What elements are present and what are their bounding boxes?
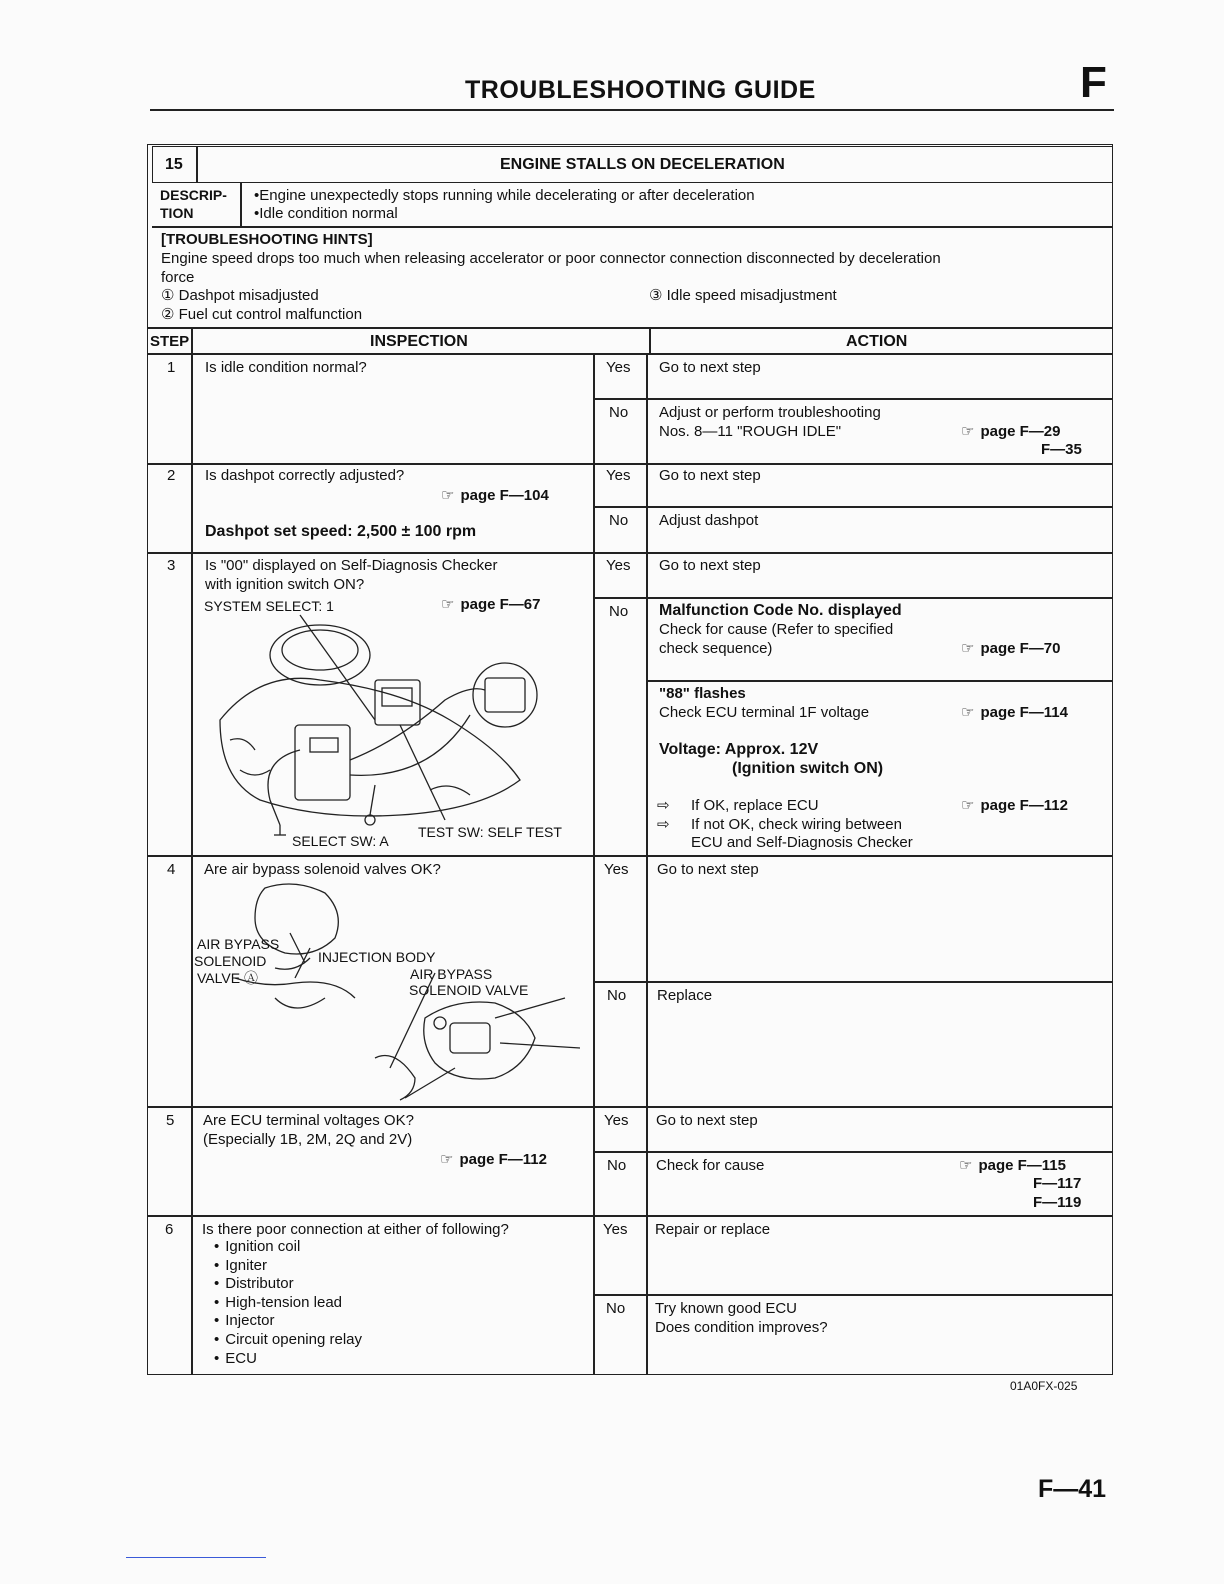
step-5-yes: Yes <box>604 1112 629 1129</box>
footer-link-rule <box>126 1557 266 1558</box>
step-2-ref-text: page F—104 <box>460 487 549 504</box>
step-2-question: Is dashpot correctly adjusted? <box>205 467 405 484</box>
list-item: • Injector <box>214 1312 362 1331</box>
figure-code: 01A0FX-025 <box>1010 1379 1078 1393</box>
step-4-yes: Yes <box>604 861 629 878</box>
step-2-yes-action: Go to next step <box>659 467 761 484</box>
section-letter: F <box>1080 58 1107 107</box>
step-5-ref <box>440 1150 547 1169</box>
description-divider <box>240 183 242 227</box>
step-4-no-action: Replace <box>657 987 713 1004</box>
step-5-question-2: (Especially 1B, 2M, 2Q and 2V) <box>203 1131 413 1148</box>
row5-yesno-split <box>593 1151 1113 1153</box>
step-3-ref-text: page F—67 <box>460 596 541 613</box>
step-3-no-ref-text: page F—70 <box>980 640 1061 657</box>
step-5-number: 5 <box>166 1112 175 1129</box>
step-5-no-ref <box>959 1156 1066 1175</box>
list-item: • High-tension lead <box>214 1294 362 1313</box>
row3-yesno-split <box>593 597 1113 599</box>
hint-cause-1: ① Dashpot misadjusted <box>161 287 319 304</box>
action-col-divider-top <box>649 327 651 353</box>
row6-yesno-split <box>593 1294 1113 1296</box>
step-3-flash-line: Check ECU terminal 1F voltage <box>659 704 870 721</box>
step-6-yes: Yes <box>603 1221 628 1238</box>
step-2-yes: Yes <box>606 467 631 484</box>
col-action-header: ACTION <box>846 333 908 350</box>
hints-bottom-rule <box>147 327 1113 329</box>
step-3-question-1: Is "00" displayed on Self-Diagnosis Checker <box>205 557 498 574</box>
row1-yesno-split <box>593 398 1113 400</box>
step-1-number: 1 <box>167 359 176 376</box>
step-6-no-action-2: Does condition improves? <box>655 1319 828 1336</box>
step-3-if-ok-ref-text: page F—112 <box>980 797 1068 814</box>
step-2-no-action: Adjust dashpot <box>659 512 759 529</box>
air-bypass-valve-figure <box>195 878 590 1103</box>
page-title: TROUBLESHOOTING GUIDE <box>465 76 816 104</box>
step-3-no-ref <box>961 639 1060 658</box>
step-4-label-a3: VALVE Ⓐ <box>197 970 258 986</box>
step-2-spec: Dashpot set speed: 2,500 ± 100 rpm <box>205 523 477 540</box>
step-3-question-2: with ignition switch ON? <box>205 576 365 593</box>
step-6-yes-action: Repair or replace <box>655 1221 771 1238</box>
hint-cause-2: ② Fuel cut control malfunction <box>161 306 363 323</box>
step-4-yes-action: Go to next step <box>657 861 759 878</box>
page-ref-icon: ☞ <box>961 640 975 657</box>
col-step-header: STEP <box>150 333 190 350</box>
step-3-if-not-ok-2: ECU and Self-Diagnosis Checker <box>691 834 913 851</box>
step-1-yes: Yes <box>606 359 631 376</box>
step-6-item-list <box>214 1238 362 1368</box>
step-3-yes: Yes <box>606 557 631 574</box>
step-5-no: No <box>607 1157 627 1174</box>
description-label-line2: TION <box>160 205 194 221</box>
step-5-question-1: Are ECU terminal voltages OK? <box>203 1112 414 1129</box>
step-3-no-line-1: Check for cause (Refer to specified <box>659 621 894 638</box>
step-1-question: Is idle condition normal? <box>205 359 367 376</box>
row3-bottom <box>147 855 1113 857</box>
step-3-yes-action: Go to next step <box>659 557 761 574</box>
page-number: F—41 <box>1038 1475 1107 1503</box>
page-ref-icon: ☞ <box>961 423 975 440</box>
step-4-number: 4 <box>167 861 176 878</box>
step-4-label-a2: SOLENOID <box>194 953 267 969</box>
page-ref-icon: ☞ <box>961 797 975 814</box>
step-4-question: Are air bypass solenoid valves OK? <box>204 861 441 878</box>
row4-yesno-split <box>593 981 1113 983</box>
list-item: • Igniter <box>214 1257 362 1276</box>
step-1-no-action-1: Adjust or perform troubleshooting <box>659 404 881 421</box>
hint-cause-3: ③ Idle speed misadjustment <box>649 287 837 304</box>
description-item-2: •Idle condition normal <box>254 205 398 222</box>
hints-text-2: force <box>161 269 195 286</box>
description-text-2: Idle condition normal <box>259 205 398 222</box>
page-ref-icon: ☞ <box>441 596 455 613</box>
step-5-no-ref-text: page F—115 <box>978 1157 1066 1174</box>
step-6-no-action-1: Try known good ECU <box>655 1300 798 1317</box>
step-4-label-body: INJECTION BODY <box>318 949 436 965</box>
step-3-if-ok-ref <box>961 796 1068 815</box>
step-1-yes-action: Go to next step <box>659 359 761 376</box>
step-1-no-ref-text: page F—29 <box>980 423 1061 440</box>
step-2-ref <box>441 486 549 505</box>
step-5-no-ref2: F—117 <box>1033 1175 1082 1192</box>
hints-heading: [TROUBLESHOOTING HINTS] <box>161 231 373 248</box>
row3-no-split <box>646 680 1113 682</box>
step-3-arrow-2: ⇨ <box>657 816 670 833</box>
list-item: • ECU <box>214 1350 362 1369</box>
self-diagnosis-checker-figure <box>200 610 590 850</box>
col-inspection-header: INSPECTION <box>370 333 468 350</box>
step-1-no-action-2: Nos. 8—11 "ROUGH IDLE" <box>659 423 842 440</box>
step-3-no-heading: Malfunction Code No. displayed <box>659 602 902 619</box>
step-2-no: No <box>609 512 629 529</box>
step-1-no-ref <box>961 422 1060 441</box>
step-6-number: 6 <box>165 1221 174 1238</box>
list-item: • Circuit opening relay <box>214 1331 362 1350</box>
step-5-yes-action: Go to next step <box>656 1112 758 1129</box>
page-ref-icon: ☞ <box>440 1151 454 1168</box>
description-text-1: Engine unexpectedly stops running while decelerating or after deceleration <box>259 187 755 204</box>
step-4-no: No <box>607 987 627 1004</box>
step-4-label-b1: AIR BYPASS <box>410 966 493 982</box>
page-ref-icon: ☞ <box>441 487 455 504</box>
problem-number-divider <box>196 146 198 183</box>
step-3-flash-heading: "88" flashes <box>659 685 746 702</box>
row4-bottom <box>147 1106 1113 1108</box>
step-col-divider <box>191 327 193 1375</box>
step-5-ref-text: page F—112 <box>459 1151 547 1168</box>
step-2-number: 2 <box>167 467 176 484</box>
step-4-label-a1: AIR BYPASS <box>197 936 280 952</box>
step-3-no: No <box>609 603 629 620</box>
list-item: • Ignition coil <box>214 1238 362 1257</box>
step-3-arrow-1: ⇨ <box>657 797 670 814</box>
page-ref-icon: ☞ <box>961 704 975 721</box>
list-item: • Distributor <box>214 1275 362 1294</box>
step-3-if-ok: If OK, replace ECU <box>691 797 819 814</box>
description-label <box>160 186 227 222</box>
header-rule <box>150 109 1114 111</box>
step-3-no-line-2: check sequence) <box>659 640 773 657</box>
step-6-no: No <box>606 1300 626 1317</box>
description-bottom-rule <box>152 226 1112 228</box>
step-3-flash-ref-text: page F—114 <box>980 704 1068 721</box>
step-1-no: No <box>609 404 629 421</box>
step-4-label-b2: SOLENOID VALVE <box>409 982 529 998</box>
step-3-voltage-2: (Ignition switch ON) <box>732 760 884 777</box>
problem-title: ENGINE STALLS ON DECELERATION <box>500 156 785 173</box>
step-3-select-sw-label: SELECT SW: A <box>292 833 389 849</box>
row2-bottom <box>147 552 1113 554</box>
step-3-test-sw-label: TEST SW: SELF TEST <box>418 824 562 840</box>
step-3-system-select: SYSTEM SELECT: 1 <box>204 598 334 614</box>
row5-bottom <box>147 1215 1113 1217</box>
step-3-flash-ref <box>961 703 1068 722</box>
step-6-question: Is there poor connection at either of following? <box>202 1221 509 1238</box>
step-1-no-ref2: F—35 <box>1041 441 1082 458</box>
description-item-1: •Engine unexpectedly stops running while decelerating or after deceleration <box>254 187 755 204</box>
step-3-voltage-1: Voltage: Approx. 12V <box>659 741 819 758</box>
problem-number: 15 <box>165 156 183 173</box>
step-5-no-ref3: F—119 <box>1033 1194 1082 1211</box>
hints-text-1: Engine speed drops too much when releasing accelerator or poor connector connection disconnected by deceleration <box>161 250 941 267</box>
header-bottom-rule <box>147 353 1113 355</box>
row2-yesno-split <box>593 506 1113 508</box>
step-5-no-action: Check for cause <box>656 1157 765 1174</box>
page-ref-icon: ☞ <box>959 1157 973 1174</box>
step-3-if-not-ok-1: If not OK, check wiring between <box>691 816 902 833</box>
description-label-line1: DESCRIP- <box>160 187 227 203</box>
row1-bottom <box>147 463 1113 465</box>
step-3-number: 3 <box>167 557 176 574</box>
